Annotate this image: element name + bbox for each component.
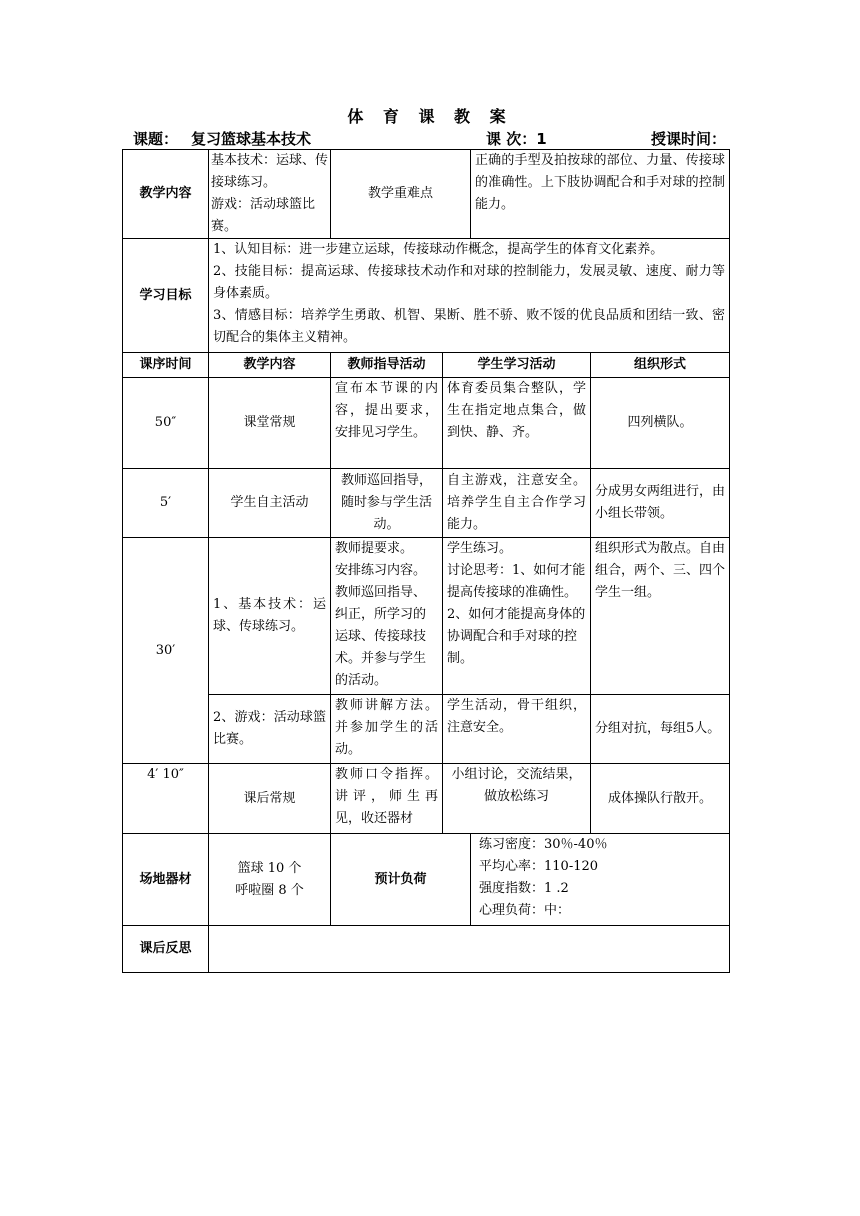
content-cell: 2、游戏：活动球篮比赛。 xyxy=(209,695,331,764)
content-text: 基本技术：运球、传接球练习。 游戏：活动球篮比赛。 xyxy=(209,150,331,239)
form-cell: 四列横队。 xyxy=(591,378,730,469)
form-cell: 成体操队行散开。 xyxy=(591,764,730,834)
time-cell: 5′ xyxy=(123,469,209,538)
lesson-plan-table xyxy=(122,149,730,973)
load-density: 练习密度：30％-40％ xyxy=(479,837,608,852)
goals-text xyxy=(209,239,730,353)
student-cell: 学生练习。 讨论思考：1、如何才能提高传接球的准确性。 2、如何才能提高身体的协调配合和手对球的控制。 xyxy=(443,538,591,695)
goal-item: 3、情感目标：培养学生勇敢、机智、果断、胜不骄、败不馁的优良品质和团结一致、密切配合的集体主义精神。 xyxy=(213,308,725,345)
student-cell: 学生活动，骨干组织，注意安全。 xyxy=(443,695,591,764)
page-title: 体 育 课 教 案 xyxy=(347,107,513,126)
column-header: 教学内容 xyxy=(209,353,331,378)
equipment-items: 篮球 10 个 呼啦圈 8 个 xyxy=(209,834,331,926)
teacher-cell: 教师巡回指导，随时参与学生活动。 xyxy=(331,469,443,538)
reflection-text[interactable] xyxy=(209,926,730,973)
goal-item: 1、认知目标：进一步建立运球，传接球动作概念，提高学生的体育文化素养。 xyxy=(213,242,664,257)
form-cell: 组织形式为散点。自由组合，两个、三、四个学生一组。 xyxy=(591,538,730,695)
content-cell: 课后常规 xyxy=(209,764,331,834)
load-intensity: 强度指数：1 .2 xyxy=(479,881,569,896)
teacher-cell: 宣布本节课的内容，提出要求，安排见习学生。 xyxy=(331,378,443,469)
form-cell: 分组对抗，每组5人。 xyxy=(591,695,730,764)
topic-value: 复习篮球基本技术 xyxy=(191,130,312,148)
student-cell: 小组讨论，交流结果，做放松练习 xyxy=(443,764,591,834)
load-details xyxy=(471,834,730,926)
load-mental: 心理负荷：中： xyxy=(479,903,571,918)
equipment-label: 场地器材 xyxy=(123,834,209,926)
content-cell: 学生自主活动 xyxy=(209,469,331,538)
teacher-cell: 教师讲解方法。并参加学生的活动。 xyxy=(331,695,443,764)
teacher-cell: 教师口令指挥。讲评，师生再见，收还器材 xyxy=(331,764,443,834)
goal-item: 2、技能目标：提高运球、传接球技术动作和对球的控制能力，发展灵敏、速度、耐力等身体素质。 xyxy=(213,264,725,301)
content-cell: 课堂常规 xyxy=(209,378,331,469)
form-cell: 分成男女两组进行，由小组长带领。 xyxy=(591,469,730,538)
reflection-label: 课后反思 xyxy=(123,926,209,973)
lesson-number: 课 次：1 xyxy=(486,130,547,148)
load-label: 预计负荷 xyxy=(331,834,471,926)
student-cell: 自主游戏，注意安全。培养学生自主合作学习能力。 xyxy=(443,469,591,538)
time-cell: 50″ xyxy=(123,378,209,469)
column-header: 课序时间 xyxy=(123,353,209,378)
teacher-cell: 教师提要求。 安排练习内容。 教师巡回指导、纠正，所学习的运球、传接球技术。并参与学生的活动。 xyxy=(331,538,443,695)
goals-label: 学习目标 xyxy=(123,239,209,353)
student-cell: 体育委员集合整队，学生在指定地点集合，做到快、静、齐。 xyxy=(443,378,591,469)
time-cell: 30′ xyxy=(123,538,209,764)
class-time-label: 授课时间： xyxy=(651,130,727,148)
content-cell: 1、基本技术：运球、传球练习。 xyxy=(209,538,331,695)
content-label: 教学内容 xyxy=(123,150,209,239)
key-points-text: 正确的手型及拍按球的部位、力量、传接球的准确性。上下肢协调配合和手对球的控制能力。 xyxy=(471,150,730,239)
topic-label: 课题： xyxy=(133,130,179,148)
key-points-label: 教学重难点 xyxy=(331,150,471,239)
column-header: 学生学习活动 xyxy=(443,353,591,378)
time-cell: 4′ 10″ xyxy=(123,764,209,834)
column-header: 教师指导活动 xyxy=(331,353,443,378)
column-header: 组织形式 xyxy=(591,353,730,378)
load-heart-rate: 平均心率：110-120 xyxy=(479,859,599,874)
